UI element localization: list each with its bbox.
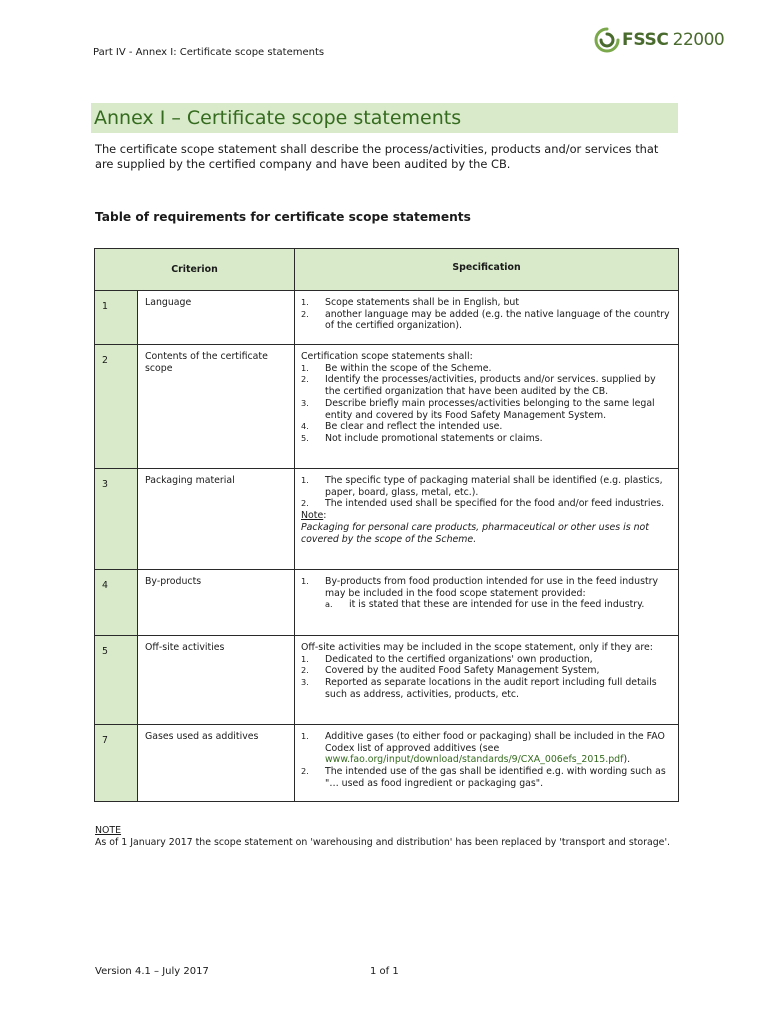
table-row [95,469,679,570]
running-head: Part IV - Annex I: Certificate scope statements [93,47,325,58]
row-note: Note: [301,510,327,522]
row-specification [295,345,679,469]
table-heading: Table of requirements for certificate scope statements [95,210,471,224]
list-item: 1. Dedicated to the certified organizations' own production, [301,653,593,665]
row-criterion: Off-site activities [138,636,295,725]
table-row [95,291,679,345]
row-number: 1 [95,291,138,345]
row-number: 4 [95,570,138,636]
fssc-logo-icon [594,27,620,53]
list-item: 3. Describe briefly main processes/activities belonging to the same legal entity and covered by its Food Safety Management System. [301,397,655,421]
header-specification: Specification [295,249,679,291]
row-specification [295,636,679,725]
list-item: 1. Scope statements shall be in English, but [301,297,520,308]
row-criterion: Gases used as additives [138,725,295,802]
page-title: Annex I – Certificate scope statements [91,103,678,133]
row-number: 5 [95,636,138,725]
note-text: As of 1 January 2017 the scope statement on 'warehousing and distribution' has been replaced by 'transport and storage'. [95,837,671,848]
row-number: 7 [95,725,138,802]
table-row [95,636,679,725]
spec-lead: Off-site activities may be included in the scope statement, only if they are: [301,642,653,653]
row-specification [295,725,679,802]
row-note-text: Packaging for personal care products, pharmaceutical or other uses is not covered by the scope of the Scheme. [301,521,649,545]
list-item: 2. another language may be added (e.g. the native language of the country of the certified organization). [301,308,670,332]
row-criterion: By-products [138,570,295,636]
list-item: 1. Additive gases (to either food or packaging) shall be included in the FAO Codex list of approved additives (see www.fao.org/input/download/standards/9/CXA_006efs_2015.pdf). [301,731,665,766]
row-number: 3 [95,469,138,570]
table-header-row [95,249,679,291]
spec-lead: Certification scope statements shall: [301,351,473,362]
fao-codex-link[interactable]: www.fao.org/input/download/standards/9/CXA_006efs_2015.pdf [325,754,624,766]
row-number: 2 [95,345,138,469]
table-row [95,725,679,802]
requirements-table [94,248,679,802]
note-label: NOTE [95,825,122,836]
footer-version: Version 4.1 – July 2017 [95,966,209,977]
logo-text-bold: FSSC [622,30,669,50]
list-item: 2. The intended used shall be specified for the food and/or feed industries. [301,498,665,510]
row-criterion: Language [138,291,295,345]
list-item: 2. Covered by the audited Food Safety Management System, [301,665,600,677]
sub-list-item: a. it is stated that these are intended for use in the feed industry. [325,599,645,611]
table-row [95,345,679,469]
row-criterion: Contents of the certificate scope [138,345,295,469]
note-block [95,825,675,849]
intro-paragraph: The certificate scope statement shall describe the process/activities, products and/or services that are supplied by the certified company and have been audited by the CB. [95,142,659,171]
table-row [95,570,679,636]
row-specification [295,291,679,345]
row-criterion: Packaging material [138,469,295,570]
list-item: 1. Be within the scope of the Scheme. [301,362,492,374]
list-item: 1. By-products from food production intended for use in the feed industry may be included in the food scope statement provided: a. it is stated that these are intended for use in the feed industry. [301,576,672,611]
footer-page-number: 1 of 1 [370,966,399,977]
list-item: 3. Reported as separate locations in the audit report including full details such as address, activities, products, etc. [301,677,657,700]
fssc-logo [594,26,724,54]
list-item: 4. Be clear and reflect the intended use. [301,421,503,433]
logo-text-light: 22000 [672,30,725,50]
list-item: 5. Not include promotional statements or claims. [301,432,543,444]
row-specification [295,469,679,570]
row-specification [295,570,679,636]
header-criterion: Criterion [95,249,295,291]
list-item: 2. Identify the processes/activities, products and/or services. supplied by the certified organization that have been audited by the CB. [301,374,656,398]
list-item: 2. The intended use of the gas shall be identified e.g. with wording such as "… used as food ingredient or packaging gas". [301,766,666,789]
list-item: 1. The specific type of packaging material shall be identified (e.g. plastics, paper, board, glass, metal, etc.). [301,475,663,498]
